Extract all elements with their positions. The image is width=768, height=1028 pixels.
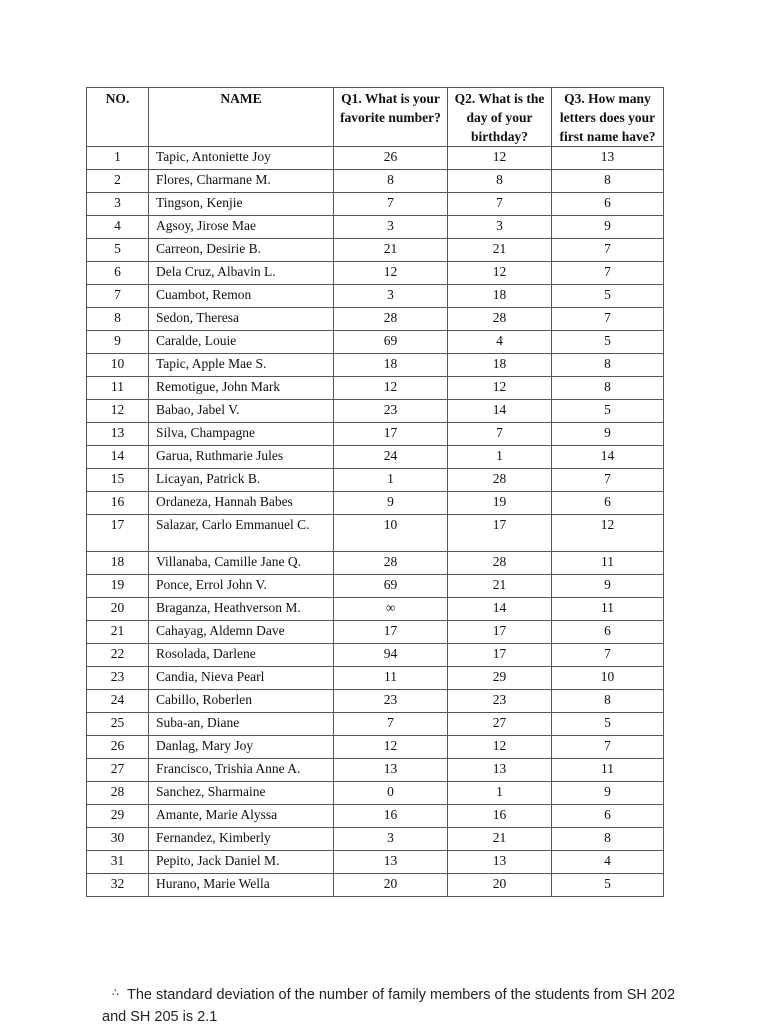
q2-answer: 21 [448, 239, 552, 262]
student-name: Villanaba, Camille Jane Q. [149, 552, 334, 575]
student-name: Flores, Charmane M. [149, 170, 334, 193]
q2-answer: 17 [448, 515, 552, 552]
student-name: Cuambot, Remon [149, 285, 334, 308]
row-number: 16 [87, 492, 149, 515]
table-row [87, 874, 664, 897]
q3-answer: 8 [552, 354, 664, 377]
table-row [87, 851, 664, 874]
q3-answer: 6 [552, 492, 664, 515]
q2-answer: 8 [448, 170, 552, 193]
student-name: Sedon, Theresa [149, 308, 334, 331]
q1-answer: 18 [334, 354, 448, 377]
q2-answer: 4 [448, 331, 552, 354]
q1-answer: 11 [334, 667, 448, 690]
table-row [87, 377, 664, 400]
table-body [87, 147, 664, 897]
q3-answer: 13 [552, 147, 664, 170]
q2-answer: 18 [448, 285, 552, 308]
footnote [102, 982, 682, 1028]
q1-answer: ∞ [334, 598, 448, 621]
q3-answer: 9 [552, 423, 664, 446]
q2-answer: 1 [448, 782, 552, 805]
q2-answer: 27 [448, 713, 552, 736]
table-row [87, 690, 664, 713]
table-row [87, 713, 664, 736]
student-name: Carreon, Desirie B. [149, 239, 334, 262]
q3-answer: 5 [552, 713, 664, 736]
student-name: Babao, Jabel V. [149, 400, 334, 423]
q3-answer: 14 [552, 446, 664, 469]
row-number: 21 [87, 621, 149, 644]
table-row [87, 667, 664, 690]
row-number: 1 [87, 147, 149, 170]
q3-answer: 12 [552, 515, 664, 552]
student-name: Licayan, Patrick B. [149, 469, 334, 492]
table-row [87, 446, 664, 469]
q3-answer: 9 [552, 216, 664, 239]
q3-answer: 7 [552, 262, 664, 285]
q2-answer: 12 [448, 736, 552, 759]
table-row [87, 598, 664, 621]
q1-answer: 1 [334, 469, 448, 492]
row-number: 20 [87, 598, 149, 621]
q3-answer: 9 [552, 575, 664, 598]
student-name: Tapic, Antoniette Joy [149, 147, 334, 170]
student-name: Ponce, Errol John V. [149, 575, 334, 598]
q1-answer: 10 [334, 515, 448, 552]
q3-answer: 6 [552, 805, 664, 828]
q3-answer: 11 [552, 552, 664, 575]
student-name: Rosolada, Darlene [149, 644, 334, 667]
header-no: NO. [87, 88, 149, 147]
row-number: 5 [87, 239, 149, 262]
student-name: Amante, Marie Alyssa [149, 805, 334, 828]
q1-answer: 94 [334, 644, 448, 667]
q3-answer: 5 [552, 874, 664, 897]
q1-answer: 69 [334, 575, 448, 598]
q2-answer: 7 [448, 423, 552, 446]
row-number: 15 [87, 469, 149, 492]
student-name: Cabillo, Roberlen [149, 690, 334, 713]
student-name: Dela Cruz, Albavin L. [149, 262, 334, 285]
student-name: Garua, Ruthmarie Jules [149, 446, 334, 469]
q2-answer: 23 [448, 690, 552, 713]
q2-answer: 14 [448, 400, 552, 423]
q1-answer: 28 [334, 308, 448, 331]
row-number: 12 [87, 400, 149, 423]
q2-answer: 13 [448, 851, 552, 874]
table-row [87, 147, 664, 170]
row-number: 17 [87, 515, 149, 552]
row-number: 28 [87, 782, 149, 805]
q2-answer: 13 [448, 759, 552, 782]
q1-answer: 23 [334, 400, 448, 423]
q2-answer: 28 [448, 552, 552, 575]
row-number: 9 [87, 331, 149, 354]
q3-answer: 6 [552, 193, 664, 216]
row-number: 29 [87, 805, 149, 828]
student-name: Agsoy, Jirose Mae [149, 216, 334, 239]
q1-answer: 7 [334, 193, 448, 216]
q1-answer: 23 [334, 690, 448, 713]
q1-answer: 0 [334, 782, 448, 805]
header-q2: Q2. What is the day of your birthday? [448, 88, 552, 147]
q1-answer: 7 [334, 713, 448, 736]
q2-answer: 3 [448, 216, 552, 239]
q3-answer: 7 [552, 239, 664, 262]
student-name: Suba-an, Diane [149, 713, 334, 736]
table-row [87, 759, 664, 782]
table-row [87, 575, 664, 598]
q2-answer: 17 [448, 621, 552, 644]
q2-answer: 17 [448, 644, 552, 667]
table-row [87, 354, 664, 377]
row-number: 26 [87, 736, 149, 759]
q3-answer: 5 [552, 331, 664, 354]
row-number: 2 [87, 170, 149, 193]
q2-answer: 21 [448, 828, 552, 851]
row-number: 24 [87, 690, 149, 713]
q3-answer: 11 [552, 598, 664, 621]
student-name: Francisco, Trishia Anne A. [149, 759, 334, 782]
q3-answer: 8 [552, 377, 664, 400]
row-number: 27 [87, 759, 149, 782]
q1-answer: 12 [334, 736, 448, 759]
table-row [87, 170, 664, 193]
table-row [87, 621, 664, 644]
q1-answer: 9 [334, 492, 448, 515]
q3-answer: 5 [552, 400, 664, 423]
row-number: 22 [87, 644, 149, 667]
table-row [87, 423, 664, 446]
row-number: 3 [87, 193, 149, 216]
student-name: Silva, Champagne [149, 423, 334, 446]
q3-answer: 7 [552, 644, 664, 667]
student-name: Tapic, Apple Mae S. [149, 354, 334, 377]
q2-answer: 1 [448, 446, 552, 469]
row-number: 23 [87, 667, 149, 690]
q1-answer: 3 [334, 216, 448, 239]
q1-answer: 26 [334, 147, 448, 170]
row-number: 13 [87, 423, 149, 446]
student-name: Candia, Nieva Pearl [149, 667, 334, 690]
q1-answer: 69 [334, 331, 448, 354]
q3-answer: 7 [552, 736, 664, 759]
q1-answer: 24 [334, 446, 448, 469]
q1-answer: 20 [334, 874, 448, 897]
table-row [87, 515, 664, 552]
q1-answer: 17 [334, 423, 448, 446]
q2-answer: 14 [448, 598, 552, 621]
q3-answer: 6 [552, 621, 664, 644]
row-number: 7 [87, 285, 149, 308]
student-name: Danlag, Mary Joy [149, 736, 334, 759]
row-number: 14 [87, 446, 149, 469]
header-row [87, 88, 664, 147]
table-row [87, 492, 664, 515]
q1-answer: 13 [334, 759, 448, 782]
q2-answer: 12 [448, 377, 552, 400]
q1-answer: 12 [334, 377, 448, 400]
table-row [87, 552, 664, 575]
survey-table [86, 87, 664, 897]
row-number: 10 [87, 354, 149, 377]
q3-answer: 7 [552, 469, 664, 492]
table-row [87, 285, 664, 308]
q1-answer: 8 [334, 170, 448, 193]
q2-answer: 28 [448, 469, 552, 492]
q1-answer: 16 [334, 805, 448, 828]
q2-answer: 29 [448, 667, 552, 690]
student-name: Remotigue, John Mark [149, 377, 334, 400]
q3-answer: 4 [552, 851, 664, 874]
table-row [87, 193, 664, 216]
q3-answer: 10 [552, 667, 664, 690]
table-row [87, 331, 664, 354]
student-name: Sanchez, Sharmaine [149, 782, 334, 805]
row-number: 6 [87, 262, 149, 285]
q1-answer: 12 [334, 262, 448, 285]
table-row [87, 805, 664, 828]
table-row [87, 782, 664, 805]
q2-answer: 12 [448, 147, 552, 170]
student-name: Pepito, Jack Daniel M. [149, 851, 334, 874]
row-number: 31 [87, 851, 149, 874]
table-row [87, 736, 664, 759]
student-name: Tingson, Kenjie [149, 193, 334, 216]
q3-answer: 8 [552, 170, 664, 193]
q2-answer: 18 [448, 354, 552, 377]
row-number: 30 [87, 828, 149, 851]
table-row [87, 469, 664, 492]
row-number: 4 [87, 216, 149, 239]
q3-answer: 7 [552, 308, 664, 331]
student-name: Caralde, Louie [149, 331, 334, 354]
row-number: 19 [87, 575, 149, 598]
table-row [87, 644, 664, 667]
table-row [87, 262, 664, 285]
table-row [87, 828, 664, 851]
row-number: 11 [87, 377, 149, 400]
header-q1: Q1. What is your favorite number? [334, 88, 448, 147]
q2-answer: 20 [448, 874, 552, 897]
row-number: 32 [87, 874, 149, 897]
header-q3: Q3. How many letters does your first name have? [552, 88, 664, 147]
table-row [87, 308, 664, 331]
row-number: 25 [87, 713, 149, 736]
q1-answer: 3 [334, 828, 448, 851]
q1-answer: 3 [334, 285, 448, 308]
q1-answer: 17 [334, 621, 448, 644]
q3-answer: 5 [552, 285, 664, 308]
header-name: NAME [149, 88, 334, 147]
row-number: 8 [87, 308, 149, 331]
q3-answer: 11 [552, 759, 664, 782]
q3-answer: 9 [552, 782, 664, 805]
footnote-text: The standard deviation of the number of family members of the students from SH 202 and SH 205 is 2.1 [102, 987, 676, 1025]
q3-answer: 8 [552, 828, 664, 851]
q1-answer: 13 [334, 851, 448, 874]
table-row [87, 400, 664, 423]
q2-answer: 7 [448, 193, 552, 216]
q2-answer: 12 [448, 262, 552, 285]
q1-answer: 28 [334, 552, 448, 575]
q2-answer: 28 [448, 308, 552, 331]
student-name: Cahayag, Aldemn Dave [149, 621, 334, 644]
student-name: Braganza, Heathverson M. [149, 598, 334, 621]
row-number: 18 [87, 552, 149, 575]
q1-answer: 21 [334, 239, 448, 262]
q2-answer: 19 [448, 492, 552, 515]
student-name: Salazar, Carlo Emmanuel C. [149, 515, 334, 552]
student-name: Ordaneza, Hannah Babes [149, 492, 334, 515]
table-row [87, 216, 664, 239]
student-name: Fernandez, Kimberly [149, 828, 334, 851]
table-row [87, 239, 664, 262]
therefore-symbol: ∴ [112, 987, 119, 999]
student-name: Hurano, Marie Wella [149, 874, 334, 897]
q3-answer: 8 [552, 690, 664, 713]
q2-answer: 16 [448, 805, 552, 828]
q2-answer: 21 [448, 575, 552, 598]
